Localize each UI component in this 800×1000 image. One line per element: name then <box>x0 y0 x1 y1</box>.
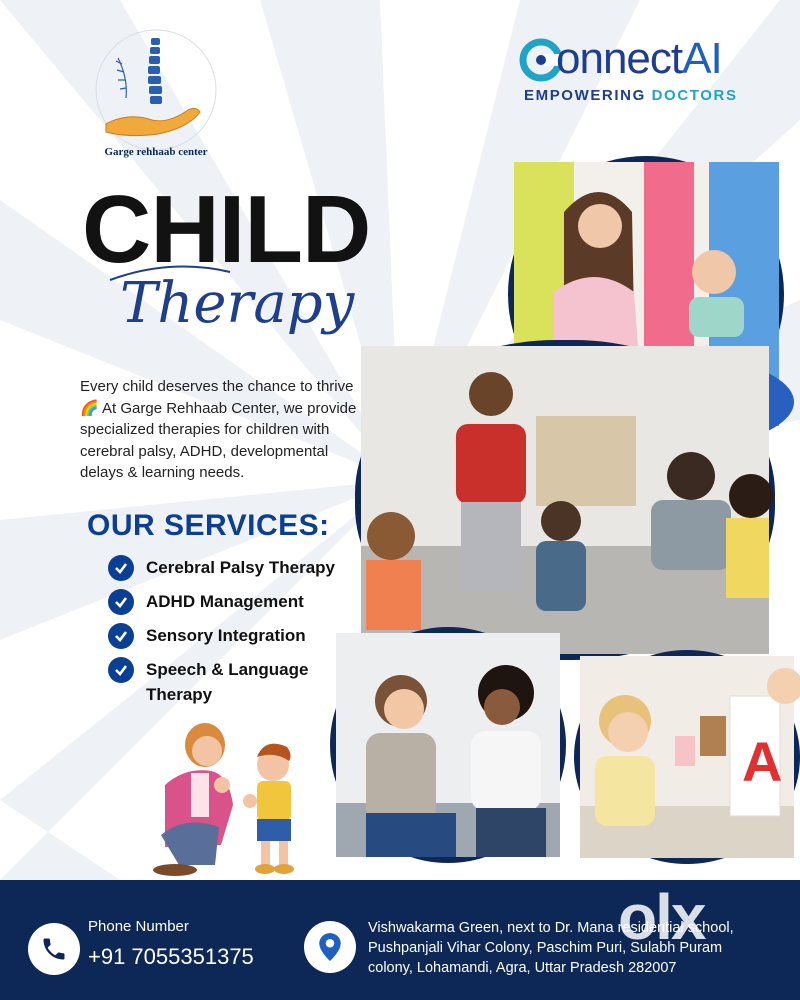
description-line: delays & learning needs. <box>80 464 245 481</box>
tagline-right: DOCTORS <box>651 87 738 104</box>
logo-caption: Garge rehhaab center <box>104 146 208 158</box>
description-line: Every child deserves the chance to thrive <box>80 378 354 395</box>
tagline-left: EMPOWERING <box>524 87 646 104</box>
photo-letter-card <box>574 650 800 864</box>
service-label: ADHD Management <box>146 592 304 611</box>
service-label: Sensory Integration <box>146 626 306 645</box>
check-icon <box>108 657 134 683</box>
description <box>80 376 380 484</box>
description-line: cerebral palsy, ADHD, developmental <box>80 442 329 460</box>
headline-title: CHILD <box>82 176 371 283</box>
address <box>368 918 788 978</box>
service-item <box>108 657 328 707</box>
check-icon <box>108 623 134 649</box>
photo-speech-session <box>330 627 566 863</box>
service-item <box>108 555 335 581</box>
phone-icon <box>28 923 80 975</box>
description-line: 🌈 At Garge Rehhaab Center, we provide <box>80 399 357 417</box>
spine-hand-logo-icon <box>88 28 223 163</box>
service-item <box>108 623 306 649</box>
location-pin-icon <box>304 921 356 973</box>
phone-label: Phone Number <box>88 918 189 935</box>
brand-name <box>556 34 722 84</box>
photo-playroom <box>355 340 775 660</box>
check-icon <box>108 589 134 615</box>
therapist-child-illustration <box>125 715 305 880</box>
brand-name-ai: AI <box>682 34 722 83</box>
address-line: Pushpanjali Vihar Colony, Paschim Puri, Sulabh Puram <box>368 940 723 956</box>
description-line: specialized therapies for children with <box>80 421 330 438</box>
phone-number[interactable]: +91 7055351375 <box>88 944 254 969</box>
address-line: Vishwakarma Green, next to Dr. Mana residential school, <box>368 920 734 936</box>
olx-watermark: olx <box>618 881 705 953</box>
svg-text:A: A <box>742 730 783 793</box>
service-label: Speech & Language Therapy <box>146 660 309 704</box>
check-icon <box>108 555 134 581</box>
service-item <box>108 589 304 615</box>
services-title: OUR SERVICES: <box>87 509 330 542</box>
brand-tagline <box>524 87 738 104</box>
address-line: colony, Lohamandi, Agra, Uttar Pradesh 282007 <box>368 960 677 976</box>
brand-name-left: onnect <box>556 34 683 83</box>
svg-text:Therapy: Therapy <box>120 271 355 336</box>
service-label: Cerebral Palsy Therapy <box>146 558 335 577</box>
headline-script <box>110 250 355 360</box>
